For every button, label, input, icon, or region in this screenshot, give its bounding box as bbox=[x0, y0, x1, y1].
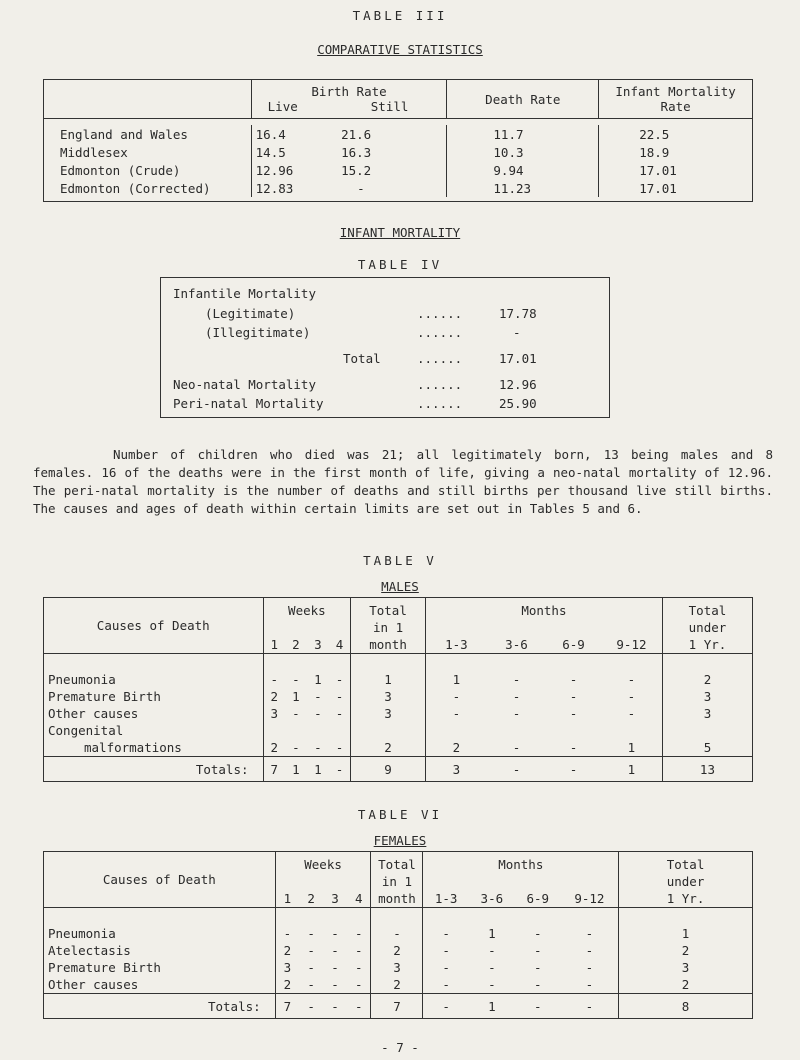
months-header: Months bbox=[425, 598, 662, 620]
causes-header: Causes of Death bbox=[44, 852, 276, 908]
death-cell: 9.94 bbox=[447, 161, 599, 179]
totals-months-cell: 1 bbox=[469, 994, 515, 1019]
months-cell: 2 bbox=[425, 739, 486, 757]
perinatal-value: 25.90 bbox=[499, 396, 537, 411]
imr-label-1: Infant Mortality bbox=[615, 84, 736, 99]
cause-cell: Premature Birth bbox=[48, 960, 161, 975]
totals-week-cell: - bbox=[299, 994, 323, 1019]
total-under-header: Total bbox=[662, 598, 752, 620]
months-cell: - bbox=[512, 672, 521, 687]
live-cell: 12.96 bbox=[251, 161, 337, 179]
infant-mortality-heading: INFANT MORTALITY bbox=[339, 225, 461, 240]
total-under-cell: 2 bbox=[619, 942, 753, 959]
week-cell: 3 bbox=[275, 959, 299, 976]
months-cell: - bbox=[512, 689, 521, 704]
months-cell: - bbox=[585, 977, 594, 992]
imr-cell: 22.5 bbox=[599, 125, 753, 143]
months-cell: - bbox=[423, 976, 469, 994]
week-cell: - bbox=[354, 943, 363, 958]
months-cell: 1 bbox=[425, 671, 486, 688]
totals-week-cell: - bbox=[347, 994, 371, 1019]
week-cell: 1 bbox=[314, 672, 322, 687]
infant-mortality-box bbox=[160, 277, 610, 418]
week-cell: - bbox=[331, 943, 339, 958]
months-cell: - bbox=[512, 706, 521, 721]
total-under-cell: 3 bbox=[619, 959, 753, 976]
week-cell: 3 bbox=[263, 705, 285, 722]
total-month-header: Total bbox=[371, 852, 423, 874]
total-under-header-2: under bbox=[619, 873, 753, 890]
week-1-header: 1 bbox=[263, 636, 285, 654]
week-3-header: 3 bbox=[323, 890, 347, 908]
total-month-cell: 3 bbox=[371, 959, 423, 976]
months-cell: - bbox=[569, 740, 578, 755]
week-cell: - bbox=[335, 672, 344, 687]
months-cell: - bbox=[423, 959, 469, 976]
months-cell bbox=[425, 722, 486, 739]
total-under-cell: 2 bbox=[662, 671, 752, 688]
months-cell: 1 bbox=[488, 926, 496, 941]
total-under-header: Total bbox=[619, 852, 753, 874]
total-month-cell bbox=[351, 722, 426, 739]
week-cell: - bbox=[292, 672, 300, 687]
cause-cell: Congenital bbox=[48, 723, 124, 738]
total-under-header-3: 1 Yr. bbox=[619, 890, 753, 908]
total-month-header-3: month bbox=[351, 636, 426, 654]
month-1-3-header: 1-3 bbox=[423, 890, 469, 908]
totals-months-cell: 3 bbox=[425, 757, 486, 782]
months-cell: - bbox=[569, 689, 578, 704]
total-month-cell: 3 bbox=[351, 705, 426, 722]
totals-week-cell: - bbox=[329, 757, 351, 782]
week-4-header: 4 bbox=[347, 890, 371, 908]
table3-label: TABLE III bbox=[352, 8, 448, 23]
illegitimate-label: (Illegitimate) bbox=[205, 325, 311, 340]
week-cell: - bbox=[307, 926, 315, 941]
months-cell: - bbox=[423, 942, 469, 959]
months-cell: - bbox=[585, 960, 594, 975]
table5-label: TABLE V bbox=[363, 553, 437, 568]
totals-month-cell: 7 bbox=[371, 994, 423, 1019]
months-cell: - bbox=[627, 689, 636, 704]
still-cell: 21.6 bbox=[341, 126, 372, 142]
area-cell: Edmonton (Crude) bbox=[44, 161, 252, 179]
week-cell: - bbox=[331, 926, 339, 941]
total-under-header-2: under bbox=[662, 619, 752, 636]
month-1-3-header: 1-3 bbox=[425, 636, 486, 654]
total-under-cell: 1 bbox=[619, 925, 753, 942]
totals-under-cell: 8 bbox=[619, 994, 753, 1019]
cause-cell: Pneumonia bbox=[48, 672, 116, 687]
week-cell: - bbox=[292, 740, 300, 755]
cause-cell: Other causes bbox=[48, 977, 139, 992]
table-row bbox=[44, 161, 753, 179]
legitimate-value: 17.78 bbox=[499, 306, 537, 321]
live-cell: 16.4 bbox=[251, 125, 337, 143]
imr-label-2: Rate bbox=[660, 99, 691, 114]
month-9-12-header: 9-12 bbox=[561, 890, 619, 908]
week-3-header: 3 bbox=[307, 636, 329, 654]
months-cell: - bbox=[488, 977, 496, 992]
totals-months-cell: - bbox=[423, 994, 469, 1019]
week-cell: - bbox=[331, 977, 339, 992]
week-cell: - bbox=[335, 706, 344, 721]
totals-months-cell: - bbox=[561, 994, 619, 1019]
months-cell: - bbox=[585, 943, 594, 958]
month-6-9-header: 6-9 bbox=[515, 890, 561, 908]
week-cell: - bbox=[354, 977, 363, 992]
cause-cell: Other causes bbox=[48, 706, 139, 721]
week-cell: 2 bbox=[275, 976, 299, 994]
week-cell: - bbox=[307, 943, 315, 958]
table-row bbox=[44, 722, 753, 739]
total-under-cell: 3 bbox=[662, 688, 752, 705]
area-cell: Edmonton (Corrected) bbox=[44, 179, 252, 197]
comparative-statistics-table bbox=[43, 79, 753, 202]
total-month-header-3: month bbox=[371, 890, 423, 908]
total-month-cell: 2 bbox=[371, 976, 423, 994]
totals-week-cell: 1 bbox=[307, 757, 329, 782]
week-cell: 2 bbox=[275, 942, 299, 959]
totals-under-cell: 13 bbox=[662, 757, 752, 782]
months-cell: - bbox=[533, 977, 542, 992]
month-3-6-header: 3-6 bbox=[487, 636, 546, 654]
still-cell: 15.2 bbox=[341, 162, 372, 178]
weeks-header: Weeks bbox=[275, 852, 371, 874]
neonatal-value: 12.96 bbox=[499, 377, 537, 392]
total-under-cell bbox=[662, 722, 752, 739]
week-4-header: 4 bbox=[329, 636, 351, 654]
total-month-header-2: in 1 bbox=[371, 873, 423, 890]
imr-header bbox=[599, 80, 753, 119]
month-9-12-header: 9-12 bbox=[601, 636, 662, 654]
area-header bbox=[44, 80, 252, 119]
month-6-9-header: 6-9 bbox=[546, 636, 601, 654]
table-row bbox=[44, 925, 753, 942]
week-cell: - bbox=[314, 689, 322, 704]
imr-cell: 18.9 bbox=[599, 143, 753, 161]
week-cell: - bbox=[307, 977, 315, 992]
area-cell: Middlesex bbox=[44, 143, 252, 161]
months-cell bbox=[546, 722, 601, 739]
totals-months-cell: - bbox=[515, 994, 561, 1019]
months-cell: - bbox=[627, 672, 636, 687]
live-label: Live bbox=[267, 99, 298, 114]
totals-months-cell: - bbox=[487, 757, 546, 782]
week-cell: 2 bbox=[263, 688, 285, 705]
live-cell: 14.5 bbox=[251, 143, 337, 161]
dots: ...... bbox=[417, 351, 463, 366]
cause-cell: Pneumonia bbox=[48, 926, 116, 941]
area-cell: England and Wales bbox=[44, 125, 252, 143]
total-label: Total bbox=[343, 351, 381, 366]
week-cell: - bbox=[307, 960, 315, 975]
week-cell: - bbox=[335, 740, 344, 755]
week-2-header: 2 bbox=[285, 636, 307, 654]
months-cell: - bbox=[425, 705, 486, 722]
totals-month-cell: 9 bbox=[351, 757, 426, 782]
table6-label: TABLE VI bbox=[357, 807, 443, 822]
live-cell: 12.83 bbox=[251, 179, 337, 197]
week-cell: - bbox=[263, 671, 285, 688]
months-cell: - bbox=[585, 926, 594, 941]
table-row bbox=[44, 976, 753, 994]
week-1-header: 1 bbox=[275, 890, 299, 908]
week-cell: - bbox=[275, 925, 299, 942]
table-row bbox=[44, 942, 753, 959]
table5-subtitle: MALES bbox=[381, 579, 419, 594]
table-row bbox=[44, 688, 753, 705]
dots: ...... bbox=[417, 306, 463, 321]
total-value: 17.01 bbox=[499, 351, 537, 366]
total-under-cell: 3 bbox=[662, 705, 752, 722]
death-cell: 11.7 bbox=[447, 125, 599, 143]
table-row bbox=[44, 705, 753, 722]
death-cell: 10.3 bbox=[447, 143, 599, 161]
months-cell: - bbox=[488, 943, 496, 958]
legitimate-label: (Legitimate) bbox=[205, 306, 296, 321]
total-under-cell: 2 bbox=[619, 976, 753, 994]
table6-subtitle: FEMALES bbox=[373, 833, 427, 848]
totals-months-cell: 1 bbox=[601, 757, 662, 782]
totals-week-cell: 7 bbox=[275, 994, 299, 1019]
total-month-cell: 1 bbox=[351, 671, 426, 688]
total-month-cell: - bbox=[371, 925, 423, 942]
total-month-header: Total bbox=[351, 598, 426, 620]
death-cell: 11.23 bbox=[447, 179, 599, 197]
months-cell: - bbox=[533, 943, 542, 958]
cause-cell: Atelectasis bbox=[48, 943, 131, 958]
perinatal-label: Peri-natal Mortality bbox=[173, 396, 324, 411]
week-cell: - bbox=[292, 706, 300, 721]
page-number: - 7 - bbox=[381, 1040, 419, 1055]
week-cell: - bbox=[354, 926, 363, 941]
weeks-header: Weeks bbox=[263, 598, 351, 620]
months-cell bbox=[601, 722, 662, 739]
table4-label: TABLE IV bbox=[357, 257, 443, 272]
week-cell bbox=[263, 722, 285, 739]
total-month-cell: 2 bbox=[371, 942, 423, 959]
total-month-cell: 2 bbox=[351, 739, 426, 757]
months-cell: - bbox=[533, 960, 542, 975]
week-cell: - bbox=[354, 960, 363, 975]
total-under-header-3: 1 Yr. bbox=[662, 636, 752, 654]
total-month-header-2: in 1 bbox=[351, 619, 426, 636]
week-cell: - bbox=[314, 740, 322, 755]
totals-months-cell: - bbox=[546, 757, 601, 782]
months-header: Months bbox=[423, 852, 619, 874]
body-paragraph: Number of children who died was 21; all legitimately born, 13 being males and 8 females. 16 of the deaths were in the first month of life, giving a neo-natal mortality of 12.96. The peri-natal mortality is the number of deaths and still births per thousand live still births. The causes and ages of death within certain limits are set out in Tables 5 and 6. bbox=[33, 447, 773, 516]
total-month-cell: 3 bbox=[351, 688, 426, 705]
dots: ...... bbox=[417, 396, 463, 411]
totals-label: Totals: bbox=[44, 994, 276, 1019]
week-cell: - bbox=[335, 689, 344, 704]
still-label: Still bbox=[370, 99, 409, 114]
months-cell bbox=[487, 722, 546, 739]
months-cell: - bbox=[423, 925, 469, 942]
still-cell: 16.3 bbox=[341, 144, 372, 160]
week-cell bbox=[329, 722, 351, 739]
total-under-cell: 5 bbox=[662, 739, 752, 757]
totals-label: Totals: bbox=[44, 757, 264, 782]
table-row bbox=[44, 125, 753, 143]
imr-cell: 17.01 bbox=[599, 161, 753, 179]
week-cell: 2 bbox=[263, 739, 285, 757]
months-cell: - bbox=[627, 706, 636, 721]
totals-week-cell: 1 bbox=[285, 757, 307, 782]
week-cell bbox=[307, 722, 329, 739]
illegitimate-value: - bbox=[513, 325, 521, 340]
months-cell: - bbox=[512, 740, 521, 755]
months-cell: 1 bbox=[627, 740, 636, 755]
months-cell: - bbox=[488, 960, 496, 975]
month-3-6-header: 3-6 bbox=[469, 890, 515, 908]
imr-cell: 17.01 bbox=[599, 179, 753, 197]
totals-week-cell: - bbox=[323, 994, 347, 1019]
week-cell bbox=[285, 722, 307, 739]
infantile-label: Infantile Mortality bbox=[173, 286, 316, 301]
males-table bbox=[43, 597, 753, 782]
birth-rate-label: Birth Rate bbox=[311, 84, 387, 99]
cause-cell: Premature Birth bbox=[48, 689, 161, 704]
dots: ...... bbox=[417, 325, 463, 340]
cause-cell: malformations bbox=[84, 740, 182, 755]
death-rate-header: Death Rate bbox=[447, 80, 599, 119]
months-cell: - bbox=[425, 688, 486, 705]
still-cell: - bbox=[357, 180, 365, 196]
dots: ...... bbox=[417, 377, 463, 392]
months-cell: - bbox=[533, 926, 542, 941]
totals-week-cell: 7 bbox=[263, 757, 285, 782]
week-cell: - bbox=[314, 706, 322, 721]
months-cell: - bbox=[569, 706, 578, 721]
females-table bbox=[43, 851, 753, 1019]
table-row bbox=[44, 959, 753, 976]
table-row bbox=[44, 671, 753, 688]
table-row bbox=[44, 739, 753, 757]
months-cell: - bbox=[569, 672, 578, 687]
week-2-header: 2 bbox=[299, 890, 323, 908]
table3-title: COMPARATIVE STATISTICS bbox=[317, 42, 483, 57]
week-cell: 1 bbox=[292, 689, 300, 704]
causes-header: Causes of Death bbox=[44, 598, 264, 654]
neonatal-label: Neo-natal Mortality bbox=[173, 377, 316, 392]
table-row bbox=[44, 179, 753, 197]
birth-rate-header bbox=[251, 80, 447, 119]
table-row bbox=[44, 143, 753, 161]
week-cell: - bbox=[331, 960, 339, 975]
